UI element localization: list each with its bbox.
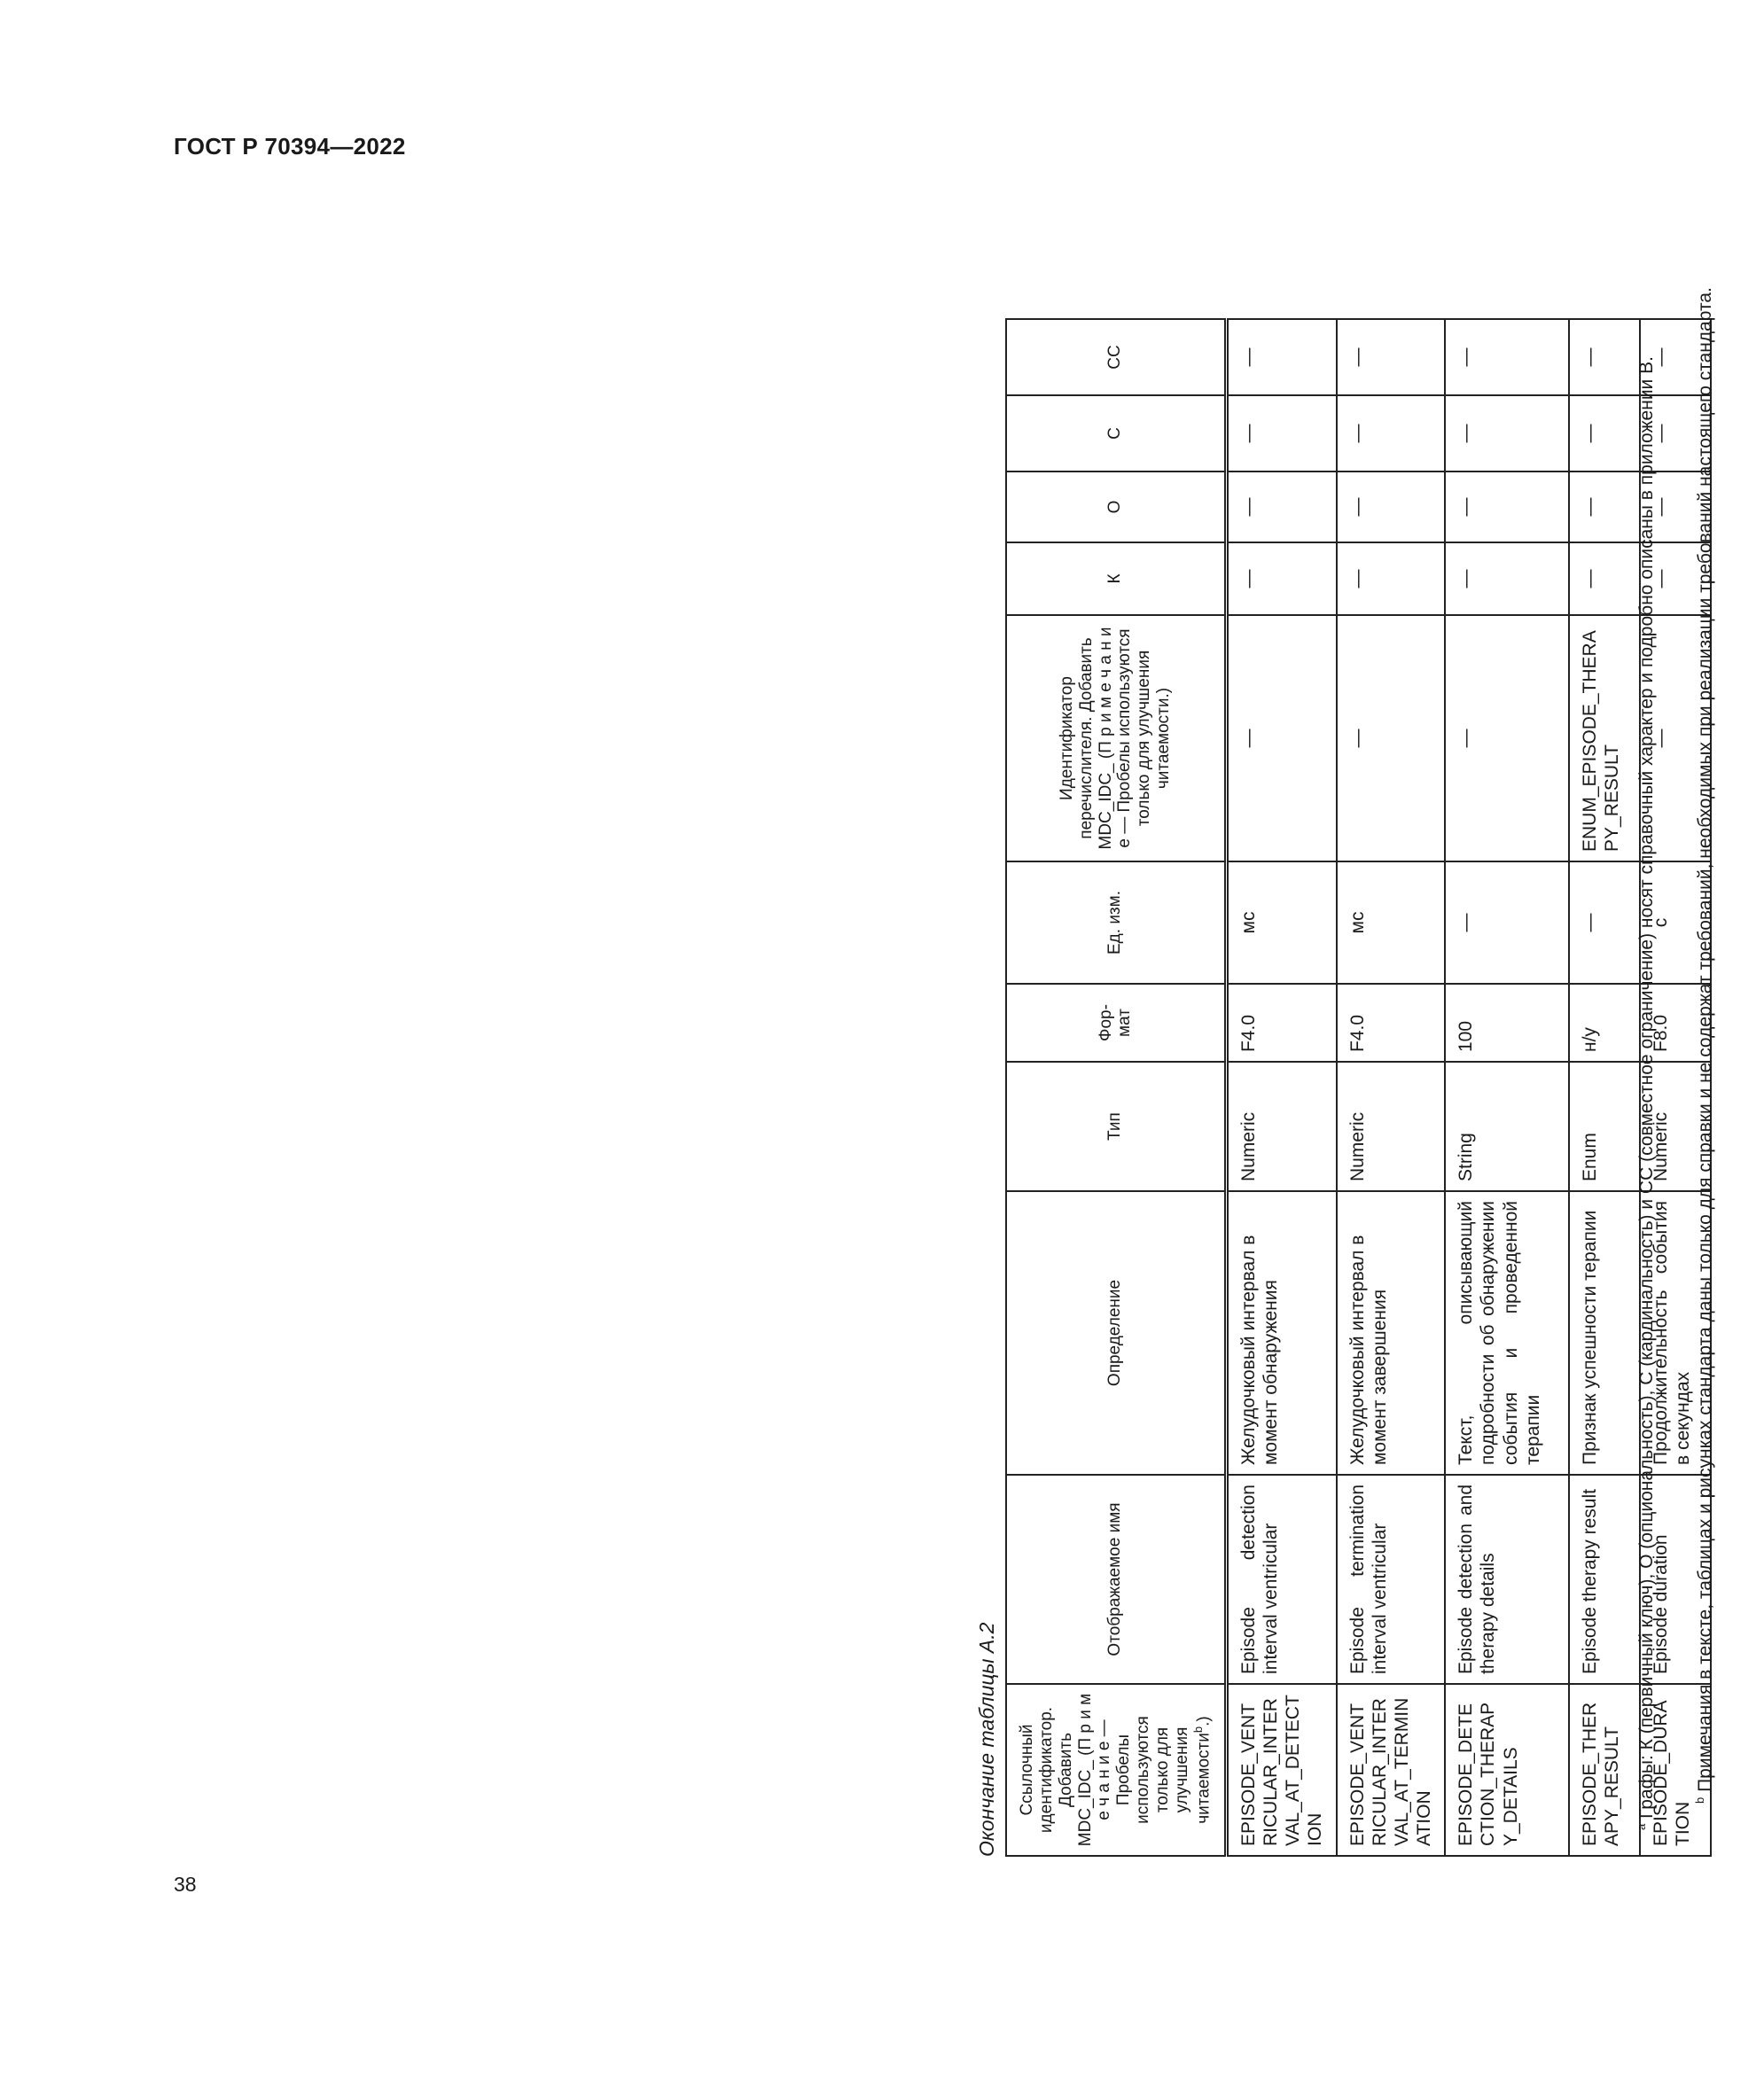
cell-definition: Текст, описывающий подробности об обнаружении события и проведенной терапии <box>1445 1191 1569 1475</box>
column-header-c: С <box>1006 395 1226 471</box>
cell-c: — <box>1226 395 1336 471</box>
cell-enum: — <box>1226 615 1336 861</box>
cell-name: Episode detection and therapy details <box>1445 1475 1569 1684</box>
cell-definition: Признак успешности терапии <box>1569 1191 1640 1475</box>
cell-o: — <box>1337 471 1446 542</box>
footnote-a-marker: a <box>1635 1823 1648 1830</box>
cell-type: Numeric <box>1640 1062 1711 1191</box>
cell-k: — <box>1445 542 1569 615</box>
column-header-unit: Ед. изм. <box>1006 861 1226 984</box>
cell-format: F4.0 <box>1337 984 1446 1062</box>
cell-ref: EPISODE_DURATION <box>1640 1684 1711 1856</box>
cell-o: — <box>1226 471 1336 542</box>
cell-definition: Желудочковый интервал в момент завершения <box>1337 1191 1446 1475</box>
cell-format: F8.0 <box>1640 984 1711 1062</box>
cell-o: — <box>1569 471 1640 542</box>
cell-ref: EPISODE_VENTRICULAR_INTERVAL_AT_DETECTION <box>1226 1684 1336 1856</box>
footnote-a-text: Графы: К (первичный ключ), О (опциональность), С (кардинальность) и СС (совместное ограничение) носят справочный характер и подробно описаны в приложении В. <box>1636 356 1657 1819</box>
cell-enum: — <box>1640 615 1711 861</box>
cell-c: — <box>1569 395 1640 471</box>
cell-c: — <box>1640 395 1711 471</box>
rotated-content <box>966 208 1764 1857</box>
cell-ref: EPISODE_DETECTION_THERAPY_DETAILS <box>1445 1684 1569 1856</box>
cell-name: Episode detection interval ventricular <box>1226 1475 1336 1684</box>
cell-c: — <box>1337 395 1446 471</box>
cell-format: 100 <box>1445 984 1569 1062</box>
column-header-definition: Определение <box>1006 1191 1226 1475</box>
table-row <box>1569 319 1640 1856</box>
column-header-format: Фор-мат <box>1006 984 1226 1062</box>
cell-k: — <box>1640 542 1711 615</box>
footnote-b-text: Примечания в тексте, таблицах и рисунках стандарта даны только для справки и не содержат требований, необходимых при реализации требований настоящего стандарта. <box>1695 287 1715 1792</box>
cell-definition: Желудочковый интервал в момент обнаружения <box>1226 1191 1336 1475</box>
cell-type: Numeric <box>1337 1062 1446 1191</box>
cell-cc: — <box>1569 319 1640 395</box>
cell-name: Episode therapy result <box>1569 1475 1640 1684</box>
cell-definition: Продолжительность события в секундах <box>1640 1191 1711 1475</box>
page-number: 38 <box>174 1873 197 1896</box>
cell-name: Episode termination interval ventricular <box>1337 1475 1446 1684</box>
cell-cc: — <box>1337 319 1446 395</box>
cell-type: Numeric <box>1226 1062 1336 1191</box>
column-header-ref: Ссылочный идентификатор. Добавить MDC_IDC_ (П р и м е ч а н и е — Пробелы используются только для улучшения читаемости$^b$.) <box>1006 1684 1226 1856</box>
cell-o: — <box>1640 471 1711 542</box>
cell-unit: мс <box>1337 861 1446 984</box>
column-header-enum-id: Идентификатор перечислителя. Добавить MDC_IDC_ (П р и м е ч а н и е — Пробелы используются только для улучшения читаемости.) <box>1006 615 1226 861</box>
cell-type: Enum <box>1569 1062 1640 1191</box>
cell-c: — <box>1445 395 1569 471</box>
cell-cc: — <box>1226 319 1336 395</box>
cell-cc: — <box>1445 319 1569 395</box>
cell-format: F4.0 <box>1226 984 1336 1062</box>
table-row <box>1226 319 1336 1856</box>
footnote-b-marker: b <box>1693 1796 1706 1804</box>
document-code-header: ГОСТ Р 70394—2022 <box>174 133 406 160</box>
cell-k: — <box>1569 542 1640 615</box>
cell-unit: — <box>1445 861 1569 984</box>
cell-enum: — <box>1445 615 1569 861</box>
footnote-a <box>1633 208 1662 1857</box>
table-caption: Окончание таблицы А.2 <box>975 1622 998 1857</box>
cell-o: — <box>1445 471 1569 542</box>
column-header-display-name: Отображаемое имя <box>1006 1475 1226 1684</box>
cell-unit: — <box>1569 861 1640 984</box>
table-row <box>1445 319 1569 1856</box>
cell-unit: с <box>1640 861 1711 984</box>
cell-k: — <box>1226 542 1336 615</box>
cell-k: — <box>1337 542 1446 615</box>
data-table <box>1005 318 1712 1857</box>
cell-unit: мс <box>1226 861 1336 984</box>
table-row <box>1337 319 1446 1856</box>
cell-ref: EPISODE_THERAPY_RESULT <box>1569 1684 1640 1856</box>
cell-enum: — <box>1337 615 1446 861</box>
cell-ref: EPISODE_VENTRICULAR_INTERVAL_AT_TERMINATION <box>1337 1684 1446 1856</box>
column-header-k: К <box>1006 542 1226 615</box>
cell-enum: ENUM_EPISODE_THERAPY_RESULT <box>1569 615 1640 861</box>
column-header-cc: СС <box>1006 319 1226 395</box>
column-header-o: О <box>1006 471 1226 542</box>
footnote-b <box>1691 208 1721 1857</box>
cell-cc: — <box>1640 319 1711 395</box>
cell-name: Episode duration <box>1640 1475 1711 1684</box>
cell-type: String <box>1445 1062 1569 1191</box>
table-header-row <box>1006 319 1226 1856</box>
cell-format: н/у <box>1569 984 1640 1062</box>
column-header-type: Тип <box>1006 1062 1226 1191</box>
